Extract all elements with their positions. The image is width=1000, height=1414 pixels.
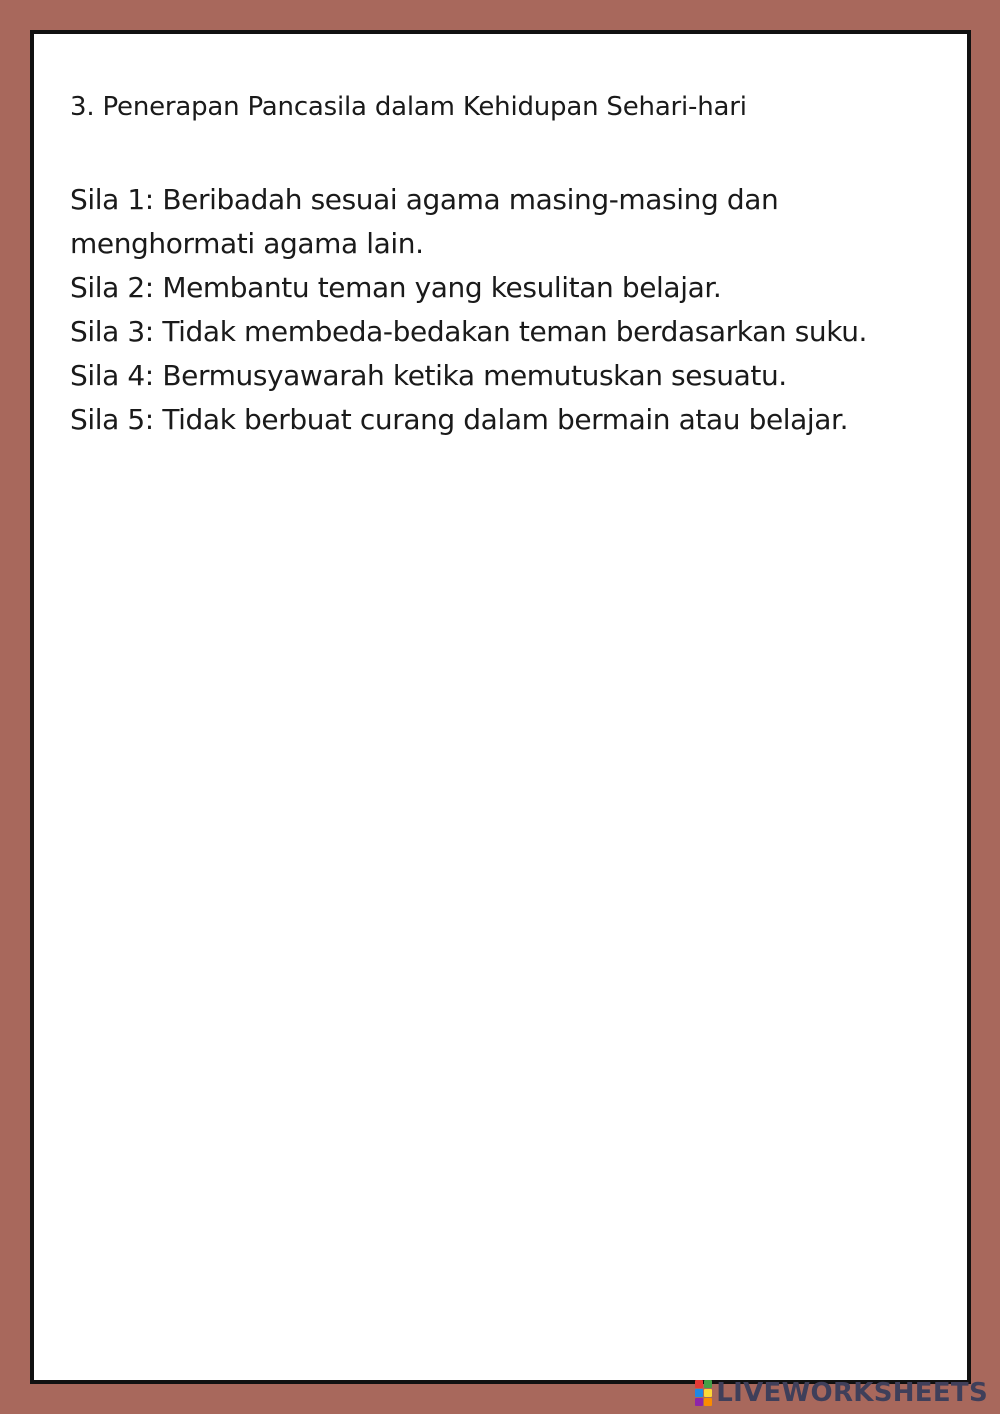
worksheet-page xyxy=(30,30,971,1384)
list-item: menghormati agama lain. xyxy=(70,227,424,260)
list-item: Sila 4: Bermusyawarah ketika memutuskan sesuatu. xyxy=(70,359,787,392)
logo-text: LIVEWORKSHEETS xyxy=(716,1378,988,1408)
liveworksheets-logo xyxy=(695,1378,988,1408)
pancasila-list xyxy=(70,178,930,442)
list-item: Sila 2: Membantu teman yang kesulitan belajar. xyxy=(70,271,722,304)
worksheet-content xyxy=(70,90,930,442)
list-item: Sila 1: Beribadah sesuai agama masing-masing dan xyxy=(70,183,779,216)
list-item: Sila 5: Tidak berbuat curang dalam bermain atau belajar. xyxy=(70,403,849,436)
liveworksheets-logo-icon xyxy=(695,1380,712,1406)
section-title: 3. Penerapan Pancasila dalam Kehidupan Sehari-hari xyxy=(70,92,747,122)
list-item: Sila 3: Tidak membeda-bedakan teman berdasarkan suku. xyxy=(70,315,868,348)
